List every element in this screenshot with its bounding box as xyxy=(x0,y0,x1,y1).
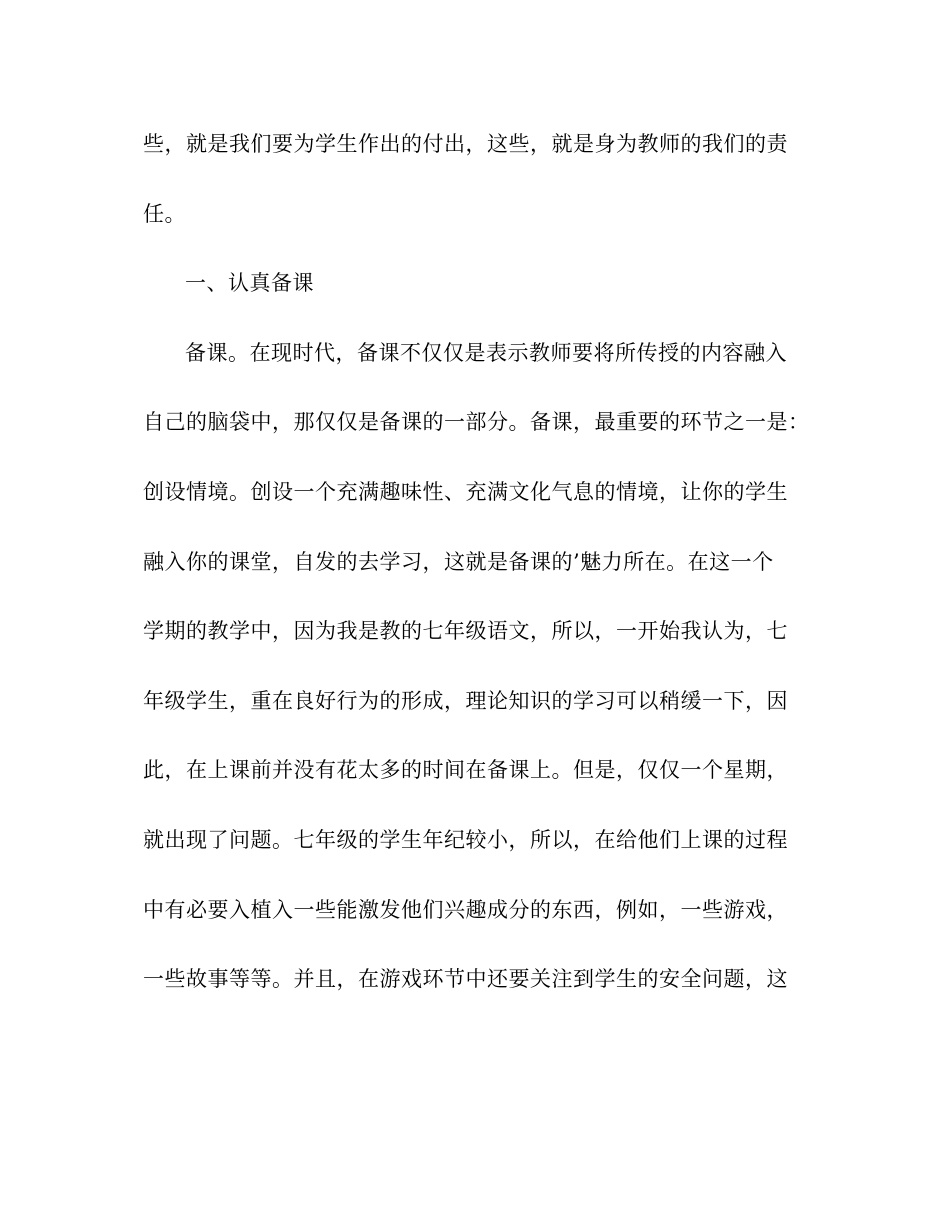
text-line: 年级学生，重在良好行为的形成，理论知识的学习可以稍缓一下，因 xyxy=(143,688,788,713)
text-line: 自己的脑袋中，那仅仅是备课的一部分。备课，最重要的环节之一是： xyxy=(143,410,810,435)
text-line: 就出现了问题。七年级的学生年纪较小，所以，在给他们上课的过程 xyxy=(143,827,788,852)
text-line: 此，在上课前并没有花太多的时间在备课上。但是，仅仅一个星期， xyxy=(143,758,788,783)
section-heading: 一、认真备课 xyxy=(185,271,314,296)
text-line: 创设情境。创设一个充满趣味性、充满文化气息的情境，让你的学生 xyxy=(143,479,788,504)
text-line: 学期的教学中，因为我是教的七年级语文，所以，一开始我认为，七 xyxy=(143,619,788,644)
text-line: 任。 xyxy=(143,201,186,226)
text-line: 中有必要入植入一些能激发他们兴趣成分的东西，例如，一些游戏， xyxy=(143,897,788,922)
paragraph-first-line: 备课。在现时代，备课不仅仅是表示教师要将所传授的内容融入 xyxy=(185,340,787,365)
text-line: 些，就是我们要为学生作出的付出，这些，就是身为教师的我们的责 xyxy=(143,132,788,156)
text-line: 融入你的课堂，自发的去学习，这就是备课的’魅力所在。在这一个 xyxy=(143,549,774,574)
body-text xyxy=(143,124,808,1029)
text-line: 一些故事等等。并且，在游戏环节中还要关注到学生的安全问题，这 xyxy=(143,967,788,992)
